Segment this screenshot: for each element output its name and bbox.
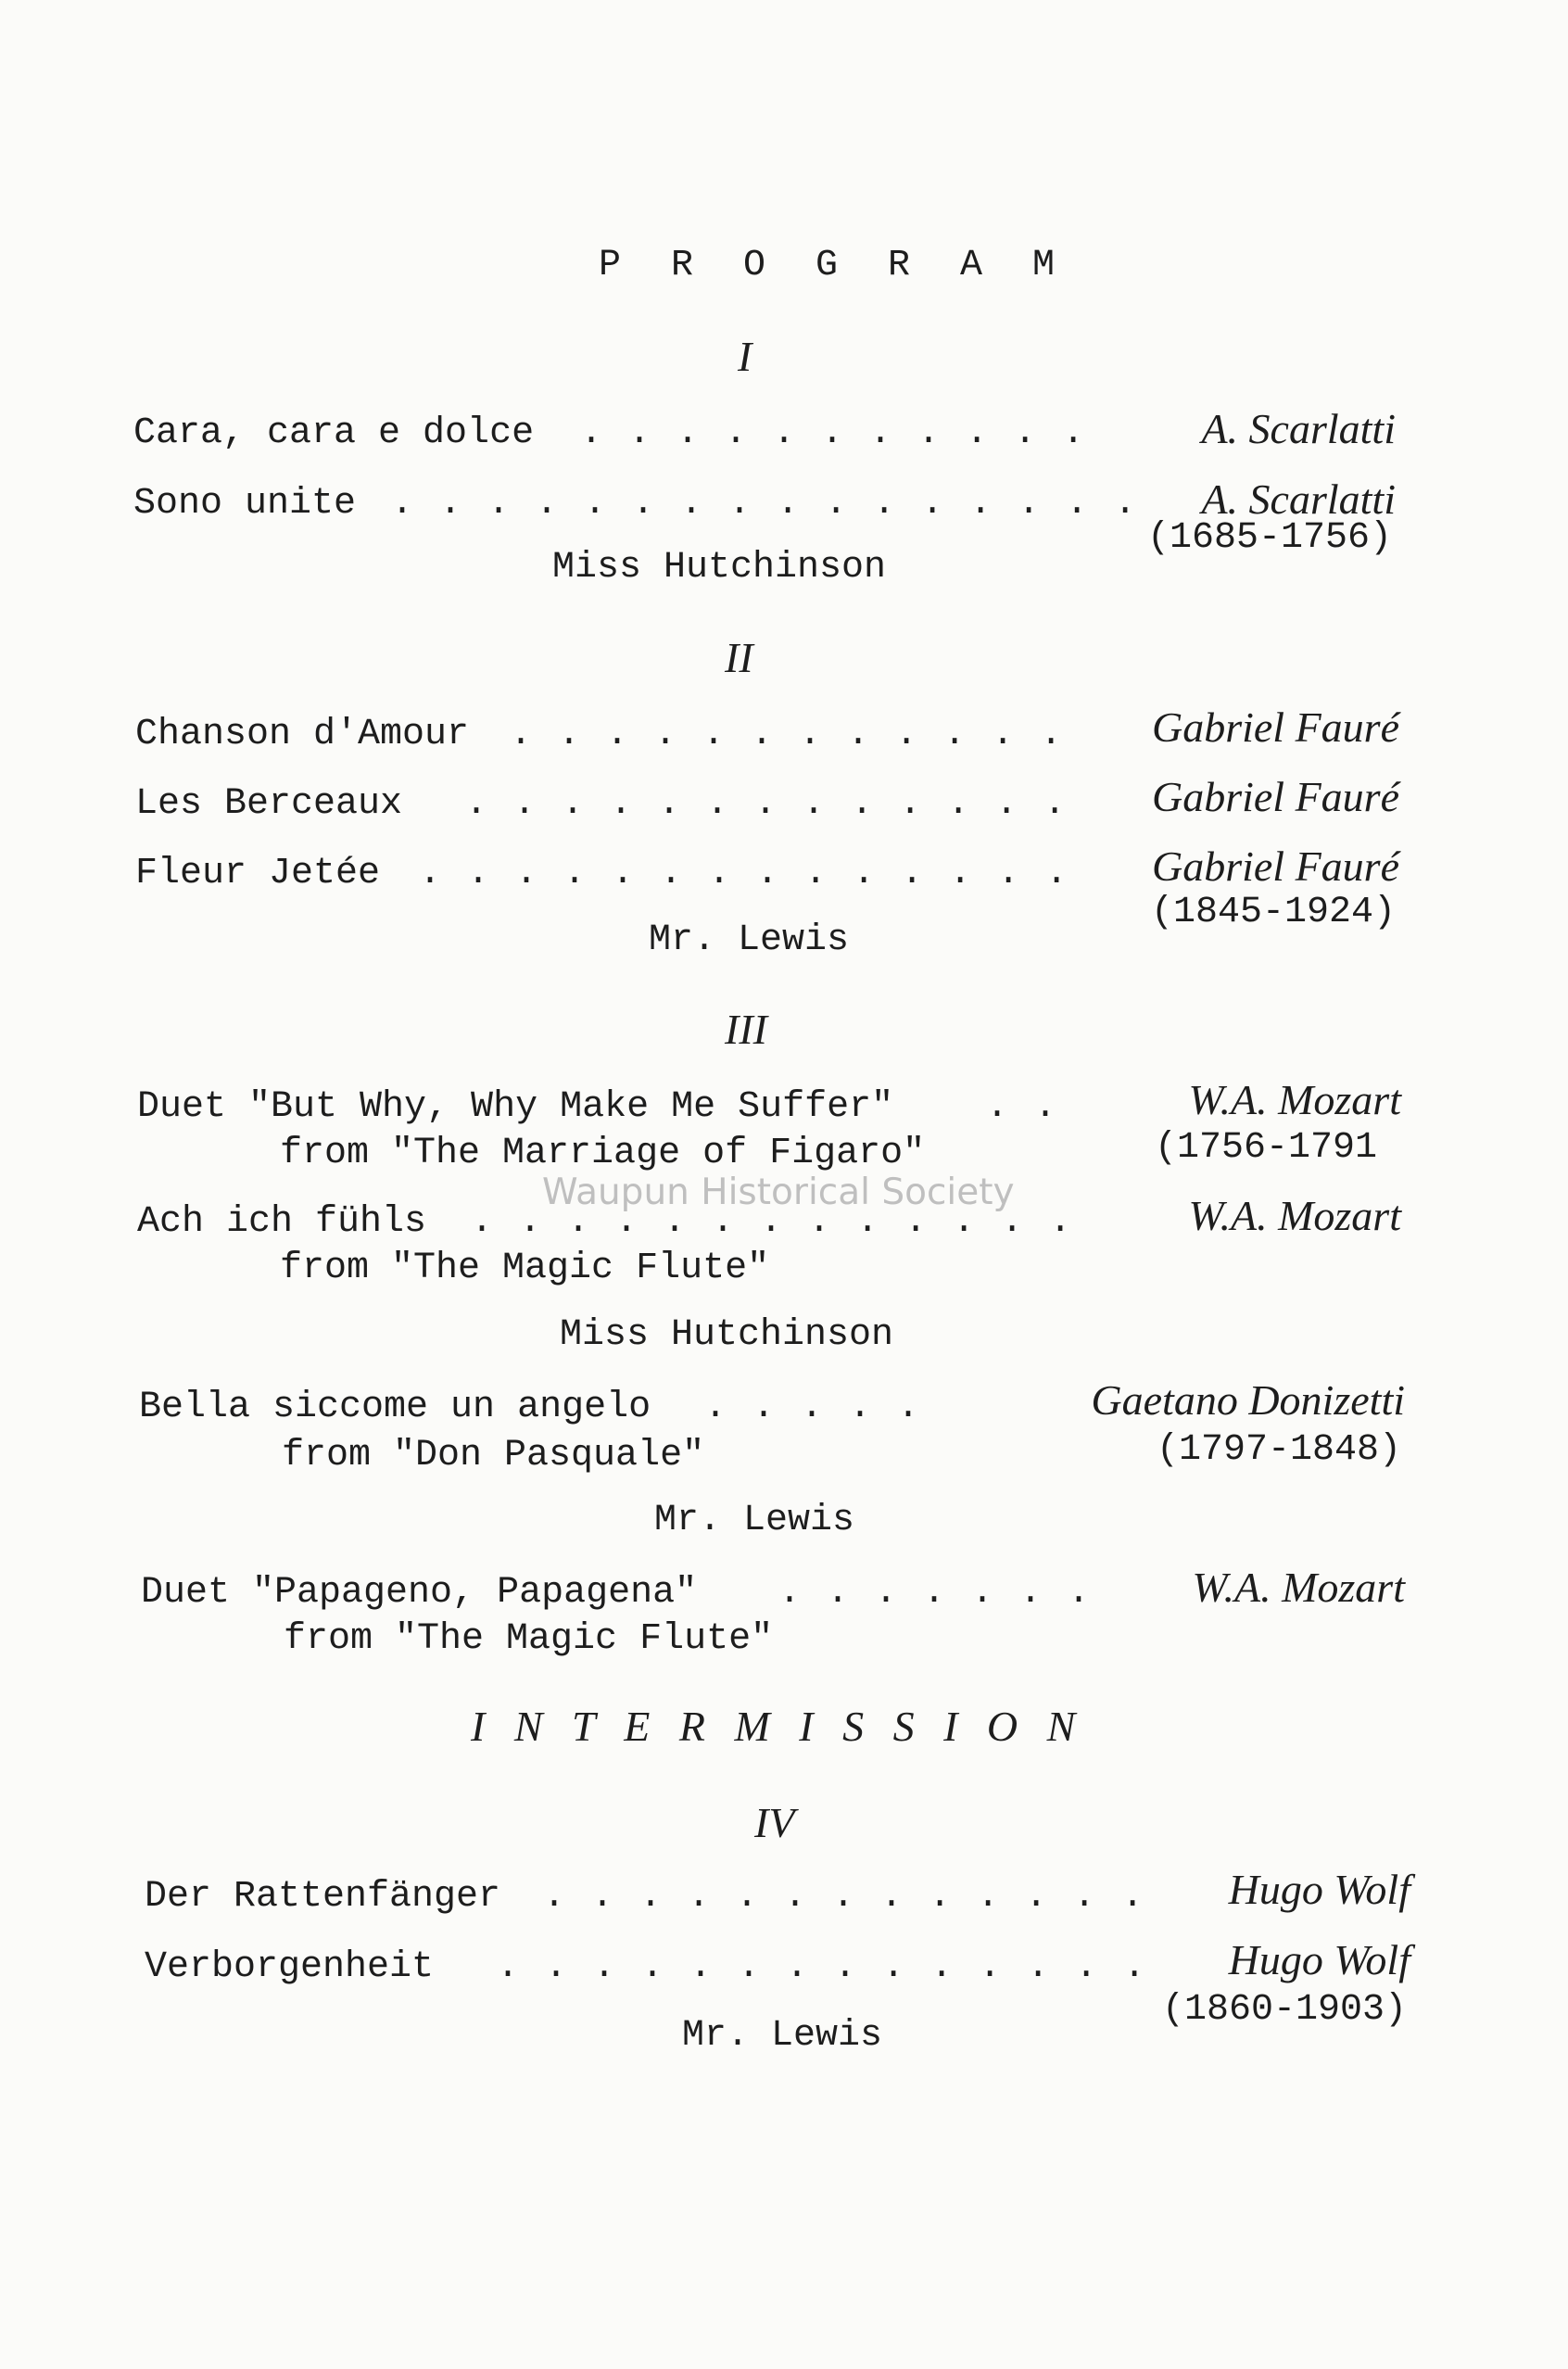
performer-name: Mr. Lewis (649, 919, 850, 961)
composer-name: Hugo Wolf (1228, 1936, 1410, 1983)
performer-name: Mr. Lewis (682, 2015, 883, 2057)
piece-title: Fleur Jetée (135, 853, 381, 894)
leader-dots: . . . . . . . . . . . . . (465, 783, 1069, 825)
piece-subtitle: from "The Magic Flute" (284, 1618, 774, 1660)
piece-title: Cara, cara e dolce (133, 412, 535, 454)
composer-name: Hugo Wolf (1228, 1866, 1410, 1913)
composer-name: W.A. Mozart (1192, 1564, 1405, 1611)
composer-name: W.A. Mozart (1188, 1192, 1401, 1239)
composer-dates: (1685-1756) (1146, 517, 1392, 559)
composer-name: Gabriel Fauré (1151, 773, 1399, 820)
leader-dots: . . . . . . . . . . . (580, 412, 1087, 454)
piece-title: Verborgenheit (145, 1946, 435, 1988)
composer-name: A. Scarlatti (1201, 405, 1396, 452)
piece-title: Bella siccome un angelo (139, 1387, 651, 1428)
performer-name: Miss Hutchinson (552, 547, 887, 589)
leader-dots: . . . . . . . . . . . . (510, 714, 1065, 755)
leader-dots: . . (986, 1086, 1059, 1128)
composer-name: W.A. Mozart (1188, 1076, 1401, 1123)
section-numeral-iii: III (725, 1006, 767, 1053)
performer-name: Miss Hutchinson (560, 1314, 894, 1356)
piece-subtitle: from "Don Pasquale" (282, 1435, 705, 1476)
composer-name: Gaetano Donizetti (1091, 1376, 1405, 1424)
composer-dates: (1756-1791 (1154, 1127, 1377, 1169)
intermission-heading: I N T E R M I S S I O N (471, 1703, 1085, 1750)
piece-title: Les Berceaux (135, 783, 403, 825)
composer-dates: (1797-1848) (1156, 1429, 1401, 1471)
piece-title: Duet "Papageno, Papagena" (141, 1572, 698, 1614)
piece-title: Sono unite (133, 483, 357, 525)
page-title: P R O G R A M (599, 245, 1069, 286)
show-through-text (361, 206, 377, 253)
piece-subtitle: from "The Marriage of Figaro" (280, 1133, 926, 1174)
composer-dates: (1860-1903) (1161, 1989, 1407, 2031)
composer-name: Gabriel Fauré (1151, 703, 1399, 751)
piece-title: Ach ich fühls (137, 1201, 427, 1243)
leader-dots: . . . . . . . . . . . . . (543, 1876, 1146, 1918)
leader-dots: . . . . . . . . . . . . . . . . (391, 483, 1139, 525)
section-numeral-ii: II (725, 634, 753, 681)
piece-title: Der Rattenfänger (145, 1876, 501, 1918)
leader-dots: . . . . . . . (778, 1572, 1093, 1614)
leader-dots: . . . . . . . . . . . . . (471, 1201, 1074, 1243)
piece-title: Duet "But Why, Why Make Me Suffer" (137, 1086, 894, 1128)
performer-name: Mr. Lewis (654, 1500, 855, 1541)
section-numeral-i: I (738, 333, 752, 380)
composer-dates: (1845-1924) (1150, 892, 1396, 933)
piece-title: Chanson d'Amour (135, 714, 470, 755)
leader-dots: . . . . . . . . . . . . . . (497, 1946, 1148, 1988)
section-numeral-iv: IV (754, 1799, 795, 1846)
leader-dots: . . . . . . . . . . . . . . (419, 853, 1070, 894)
composer-name: A. Scarlatti (1201, 475, 1396, 523)
watermark: Waupun Historical Society (542, 1172, 1015, 1213)
composer-name: Gabriel Fauré (1151, 842, 1399, 890)
piece-subtitle: from "The Magic Flute" (280, 1248, 770, 1289)
leader-dots: . . . . . (704, 1387, 922, 1428)
